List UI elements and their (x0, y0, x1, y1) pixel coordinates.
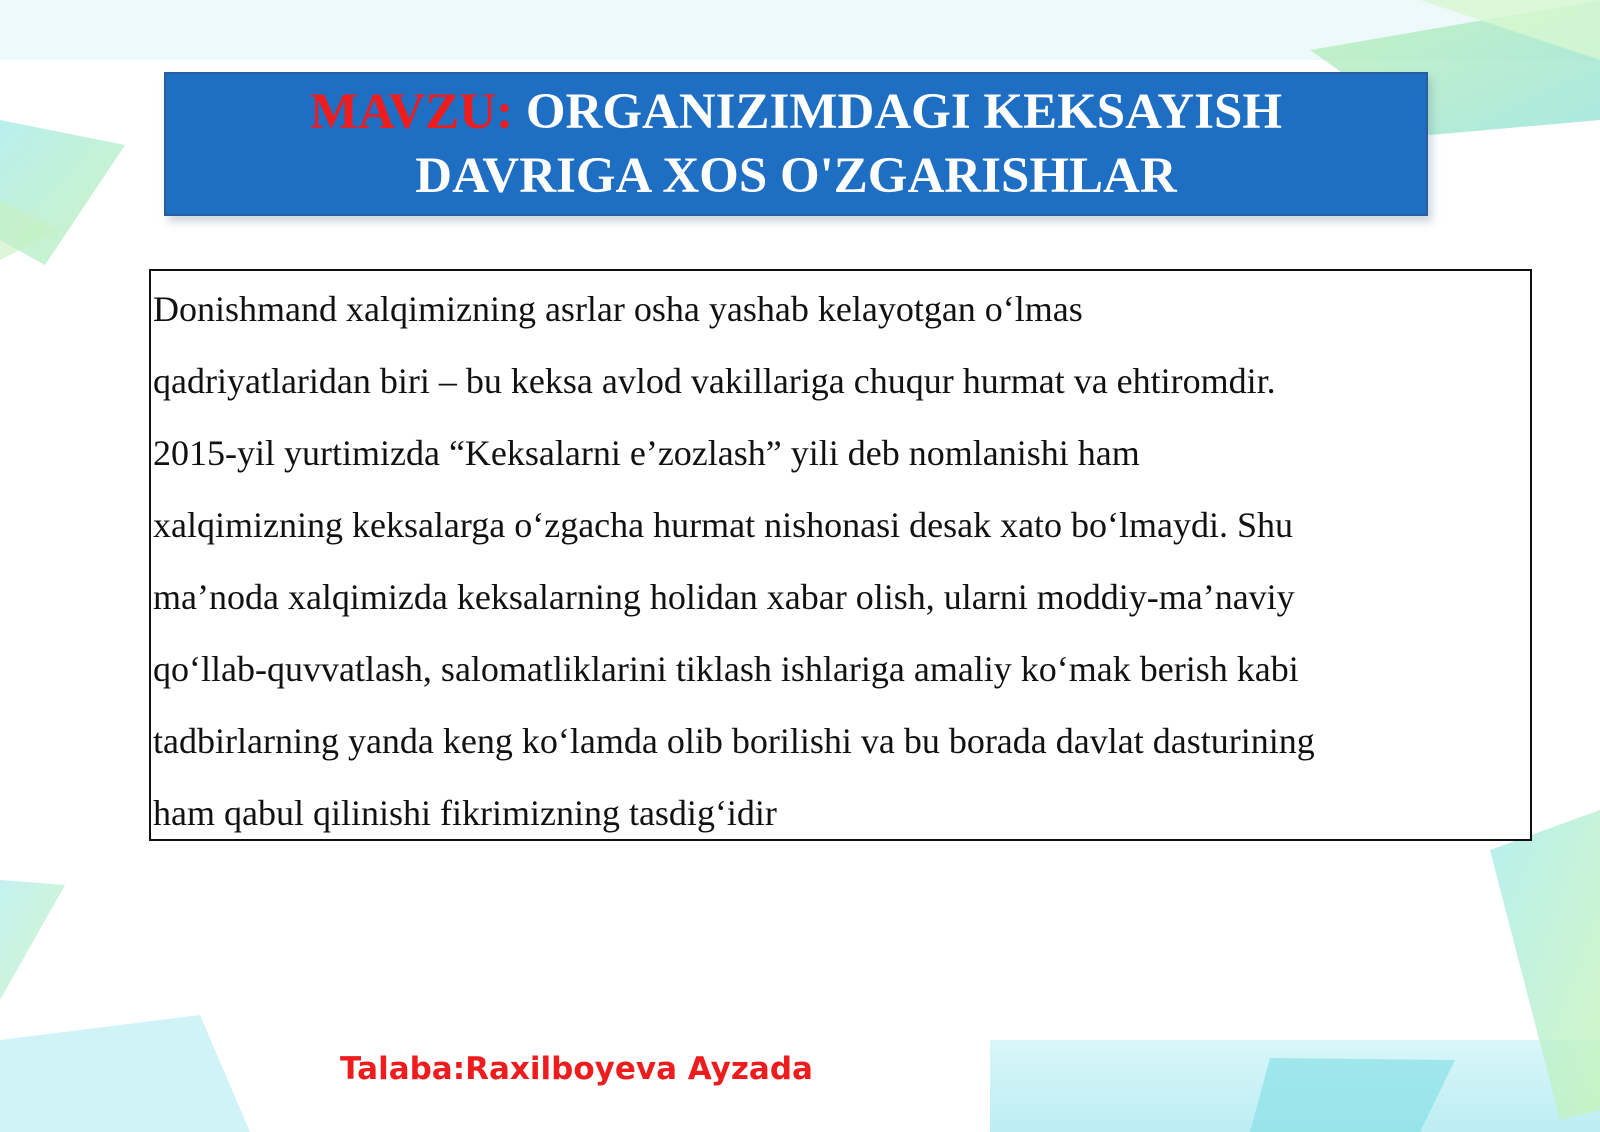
title-text-1: ORGANIZIMDAGI KEKSAYISH (525, 84, 1282, 140)
title-line-2: DAVRIGA XOS O'ZGARISHLAR (415, 148, 1177, 204)
body-line: qo‘llab-quvvatlash, salomatliklarini tiklash ishlariga amaliy ko‘mak berish kabi (153, 649, 1299, 689)
student-name: Talaba:Raxilboyeva Ayzada (340, 1051, 813, 1087)
body-line: xalqimizning keksalarga o‘zgacha hurmat nishonasi desak xato bo‘lmaydi. Shu (153, 505, 1294, 545)
body-line: tadbirlarning yanda keng ko‘lamda olib borilishi va bu borada davlat dasturining (153, 721, 1315, 761)
title-banner (164, 72, 1428, 216)
title-line-1 (310, 80, 1282, 144)
body-line: 2015-yil yurtimizda “Keksalarni e’zozlash” yili deb nomlanishi ham (153, 433, 1140, 473)
body-line: qadriyatlaridan biri – bu keksa avlod vakillariga chuqur hurmat va ehtiromdir. (153, 361, 1276, 401)
body-line: Donishmand xalqimizning asrlar osha yashab kelayotgan o‘lmas (153, 289, 1083, 329)
title-label: MAVZU: (310, 84, 514, 140)
body-line: ham qabul qilinishi fikrimizning tasdig‘idir (153, 793, 777, 833)
body-text-box (149, 269, 1532, 841)
body-line: ma’noda xalqimizda keksalarning holidan xabar olish, ularni moddiy-ma’naviy (153, 577, 1295, 617)
